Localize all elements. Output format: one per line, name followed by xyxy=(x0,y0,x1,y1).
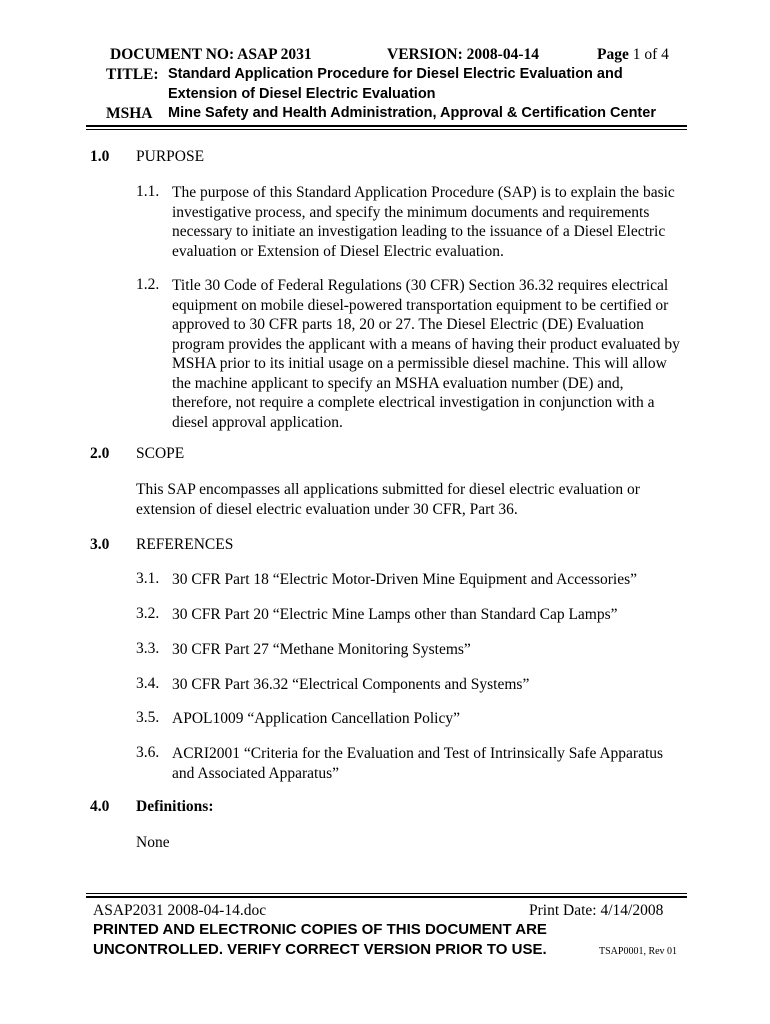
reference-item-text: 30 CFR Part 20 “Electric Mine Lamps other than Standard Cap Lamps” xyxy=(172,606,618,623)
section-number-scope: 2.0 xyxy=(90,445,110,462)
footer-form-id: TSAP0001, Rev 01 xyxy=(599,946,678,957)
org-name: Mine Safety and Health Administration, Approval & Certification Center xyxy=(168,105,656,121)
page-indicator xyxy=(597,46,669,64)
reference-item-text: APOL1009 “Application Cancellation Policy” xyxy=(172,710,460,727)
section-number-definitions: 4.0 xyxy=(90,798,110,815)
definitions-text: None xyxy=(136,834,170,851)
footer-warning-line2: UNCONTROLLED. VERIFY CORRECT VERSION PRIOR TO USE. xyxy=(93,941,547,958)
footer-print-date: Print Date: 4/14/2008 xyxy=(529,902,664,919)
purpose-item-text: Title 30 Code of Federal Regulations (30 CFR) Section 36.32 requires electrical equipment on mobile diesel-powered transportation equipment to be certified or approved to 30 CFR parts 18, 20 or 27. The Diesel Electric (DE) Evaluation program provides the applicant with a means of having their product evaluated by MSHA prior to its initial usage on a permissible diesel machine. This will allow the machine applicant to specify an MSHA evaluation number (DE) and, therefore, not require a complete electrical investigation in conjunction with a diesel approval application. xyxy=(172,277,680,431)
document-number: DOCUMENT NO: ASAP 2031 xyxy=(110,46,312,63)
section-title-references: REFERENCES xyxy=(136,536,234,553)
item-number: 3.2. xyxy=(136,605,160,622)
org-label: MSHA xyxy=(106,105,153,122)
item-number: 3.6. xyxy=(136,744,160,761)
item-number: 3.5. xyxy=(136,709,160,726)
item-number: 3.4. xyxy=(136,675,160,692)
header-row xyxy=(110,46,680,66)
document-version: VERSION: 2008-04-14 xyxy=(387,46,539,63)
reference-item-text: 30 CFR Part 18 “Electric Motor-Driven Mine Equipment and Accessories” xyxy=(172,571,638,588)
footer-divider-thin xyxy=(86,893,687,894)
item-number: 1.1. xyxy=(136,183,160,200)
page-label: Page xyxy=(597,46,629,63)
reference-item-text: 30 CFR Part 36.32 “Electrical Components and Systems” xyxy=(172,676,530,693)
section-number-purpose: 1.0 xyxy=(90,148,110,165)
title-label: TITLE: xyxy=(106,66,159,83)
reference-item-text: ACRI2001 “Criteria for the Evaluation and Test of Intrinsically Safe Apparatus and Associated Apparatus” xyxy=(172,745,664,782)
document-title-line2: Extension of Diesel Electric Evaluation xyxy=(168,86,436,102)
header-divider-thick xyxy=(86,125,687,127)
item-number: 3.1. xyxy=(136,570,160,587)
item-number: 3.3. xyxy=(136,640,160,657)
section-title-definitions: Definitions: xyxy=(136,798,214,815)
purpose-item-text: The purpose of this Standard Application Procedure (SAP) is to explain the basic investigative process, and specify the minimum documents and requirements necessary to initiate an investigation leading to the issuance of a Diesel Electric evaluation or Extension of Diesel Electric evaluation. xyxy=(172,184,675,260)
footer-warning-line1: PRINTED AND ELECTRONIC COPIES OF THIS DOCUMENT ARE xyxy=(93,921,547,938)
footer-filename: ASAP2031 2008-04-14.doc xyxy=(93,902,267,919)
page-number: 1 of 4 xyxy=(632,46,669,63)
document-title-line1: Standard Application Procedure for Diesel Electric Evaluation and xyxy=(168,66,623,82)
footer-divider-thick xyxy=(86,896,687,898)
section-title-purpose: PURPOSE xyxy=(136,148,205,165)
item-number: 1.2. xyxy=(136,276,160,293)
section-number-references: 3.0 xyxy=(90,536,110,553)
reference-item-text: 30 CFR Part 27 “Methane Monitoring Systems” xyxy=(172,641,471,658)
scope-text: This SAP encompasses all applications submitted for diesel electric evaluation or extension of diesel electric evaluation under 30 CFR, Part 36. xyxy=(136,481,640,518)
section-title-scope: SCOPE xyxy=(136,445,185,462)
header-divider-thin xyxy=(86,129,687,130)
